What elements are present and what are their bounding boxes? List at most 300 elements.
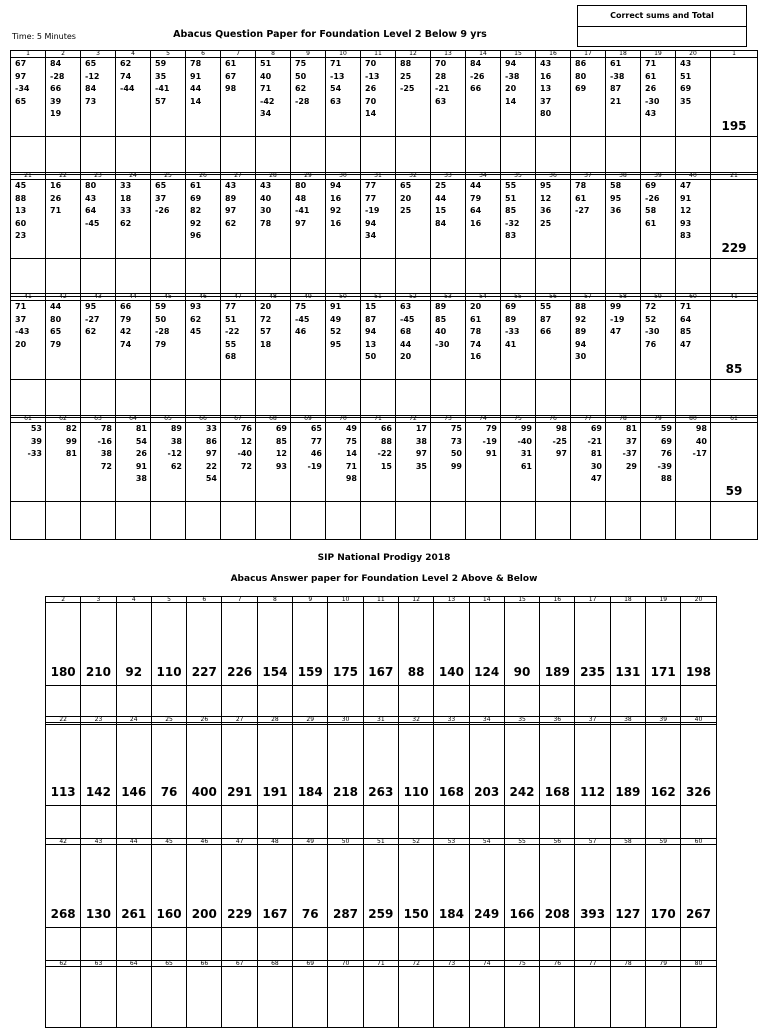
question-number: 13 xyxy=(431,51,466,58)
question-value: 89 xyxy=(170,424,182,433)
question-number: 22 xyxy=(46,173,81,180)
answer-blank-cell xyxy=(46,137,81,175)
question-number: 33 xyxy=(431,173,466,180)
question-value: 77 xyxy=(310,436,322,446)
question-cell xyxy=(676,423,711,502)
question-value: 63 xyxy=(400,302,412,311)
question-cell xyxy=(116,180,151,259)
question-value: 39 xyxy=(30,436,42,446)
answer-blank-cell xyxy=(676,502,711,540)
question-cell xyxy=(641,423,676,502)
question-value: 37 xyxy=(15,314,27,324)
question-value: 85 xyxy=(505,206,517,215)
answer-blank-cell xyxy=(536,137,571,175)
question-value: 62 xyxy=(225,218,237,228)
answer-number: 50 xyxy=(328,839,363,845)
question-value: 99 xyxy=(450,461,462,471)
question-value: 66 xyxy=(380,424,392,433)
answer-value: 261 xyxy=(116,845,151,928)
answer-number: 37 xyxy=(575,717,610,723)
question-cell xyxy=(221,301,256,380)
total-number: 61 xyxy=(711,416,758,423)
answer-blank-cell xyxy=(291,259,326,297)
answer-blank-cell xyxy=(396,502,431,540)
answer-number: 58 xyxy=(610,839,645,845)
question-value: 30 xyxy=(575,352,587,361)
question-value: 91 xyxy=(485,449,497,458)
answer-number: 47 xyxy=(222,839,257,845)
question-number: 70 xyxy=(326,416,361,423)
answer-paper-title: Abacus Answer paper for Foundation Level 2 Above & Below xyxy=(230,574,538,584)
answer-org-title: SIP National Prodigy 2018 xyxy=(317,553,451,563)
answer-blank-cell xyxy=(711,502,758,540)
answer-blank-cell xyxy=(536,502,571,540)
question-number-row xyxy=(11,51,758,58)
question-value: 72 xyxy=(240,461,252,471)
question-cell xyxy=(571,180,606,259)
question-value: 37 xyxy=(155,193,167,203)
question-number: 56 xyxy=(536,294,571,301)
answer-blank-cell xyxy=(326,137,361,175)
question-value: 91 xyxy=(330,302,342,311)
question-number: 21 xyxy=(11,173,46,180)
question-value: 47 xyxy=(680,181,692,190)
answer-number: 46 xyxy=(187,839,222,845)
answer-blank-cell xyxy=(501,137,536,175)
question-number-row xyxy=(11,416,758,423)
question-value: 75 xyxy=(295,302,307,311)
question-value: 97 xyxy=(205,449,217,458)
question-value: 89 xyxy=(575,327,587,336)
answer-value xyxy=(504,967,539,1028)
question-number: 31 xyxy=(361,173,396,180)
question-value: 66 xyxy=(50,84,62,93)
question-value: -26 xyxy=(155,206,170,215)
question-value: 68 xyxy=(400,327,412,336)
question-value: 22 xyxy=(205,461,217,471)
answer-number: 8 xyxy=(257,597,292,603)
question-values-row xyxy=(11,301,758,380)
question-value: 38 xyxy=(135,474,147,483)
question-cell xyxy=(466,423,501,502)
answer-blank-cell xyxy=(11,380,46,418)
question-cell xyxy=(81,180,116,259)
question-cell xyxy=(291,180,326,259)
question-number: 8 xyxy=(256,51,291,58)
question-value: 47 xyxy=(680,339,692,349)
question-value: 17 xyxy=(415,424,427,433)
question-value: 71 xyxy=(260,84,272,93)
question-value: -12 xyxy=(167,449,182,458)
question-number: 76 xyxy=(536,416,571,423)
question-number: 30 xyxy=(326,173,361,180)
question-number: 48 xyxy=(256,294,291,301)
question-value: 61 xyxy=(645,218,657,228)
question-value: 63 xyxy=(435,96,447,106)
question-value: 62 xyxy=(295,84,307,93)
question-value: -30 xyxy=(645,96,660,106)
question-value: 44 xyxy=(400,339,412,349)
question-value: 61 xyxy=(610,59,622,68)
question-value: 89 xyxy=(435,302,447,311)
question-value: 38 xyxy=(100,449,112,458)
answer-value: 162 xyxy=(646,723,681,806)
answer-value xyxy=(81,967,116,1028)
question-cell xyxy=(431,58,466,137)
answer-grid xyxy=(45,596,717,725)
answer-grid xyxy=(45,960,717,1028)
question-cell xyxy=(466,301,501,380)
question-value: 40 xyxy=(260,71,272,81)
question-number: 15 xyxy=(501,51,536,58)
question-number: 32 xyxy=(396,173,431,180)
answer-value: 166 xyxy=(504,845,539,928)
question-value: 63 xyxy=(330,96,342,106)
question-value: 64 xyxy=(680,314,692,324)
answer-value: 229 xyxy=(222,845,257,928)
question-number: 54 xyxy=(466,294,501,301)
answer-number: 35 xyxy=(504,717,539,723)
question-value: 46 xyxy=(310,449,322,458)
answer-value: 393 xyxy=(575,845,610,928)
question-value: 98 xyxy=(555,424,567,433)
question-number: 7 xyxy=(221,51,256,58)
question-value: -25 xyxy=(552,436,567,446)
question-value: 42 xyxy=(120,327,132,336)
answer-value: 76 xyxy=(293,845,328,928)
answer-blank-cell xyxy=(186,259,221,297)
question-value: 20 xyxy=(15,339,27,349)
answer-blank-cell xyxy=(501,259,536,297)
answer-number: 7 xyxy=(222,597,257,603)
answer-blank-cell xyxy=(711,259,758,297)
answer-blank-cell xyxy=(326,502,361,540)
question-value: 96 xyxy=(190,231,202,240)
question-value: 40 xyxy=(695,436,707,446)
answer-number: 79 xyxy=(646,961,681,967)
answer-value: 291 xyxy=(222,723,257,806)
question-value: 54 xyxy=(135,436,147,446)
question-cell xyxy=(186,301,221,380)
question-cell xyxy=(151,301,186,380)
answer-blank-cell xyxy=(536,380,571,418)
question-value: -45 xyxy=(85,218,100,228)
question-number: 29 xyxy=(291,173,326,180)
answer-blank-cell xyxy=(361,380,396,418)
answer-value xyxy=(681,967,716,1028)
answer-number: 17 xyxy=(575,597,610,603)
question-value: 89 xyxy=(225,193,237,203)
answer-value xyxy=(222,967,257,1028)
question-value: 91 xyxy=(680,193,692,203)
answer-number: 39 xyxy=(646,717,681,723)
question-number: 28 xyxy=(256,173,291,180)
question-value: 18 xyxy=(260,339,272,349)
question-value: -44 xyxy=(120,84,135,93)
question-value: 67 xyxy=(225,71,237,81)
question-value: 59 xyxy=(155,302,167,311)
answer-number: 10 xyxy=(328,597,363,603)
question-value: 61 xyxy=(225,59,237,68)
answer-number: 64 xyxy=(116,961,151,967)
question-value: 13 xyxy=(540,84,552,93)
answer-value: 210 xyxy=(81,603,116,686)
question-cell xyxy=(11,301,46,380)
question-cell xyxy=(186,180,221,259)
question-cell xyxy=(536,423,571,502)
question-value: 49 xyxy=(345,424,357,433)
total-score: 229 xyxy=(711,180,758,259)
answer-blank-cell xyxy=(676,259,711,297)
question-value: 33 xyxy=(120,181,132,190)
answer-blank-cell xyxy=(466,137,501,175)
answer-number: 75 xyxy=(504,961,539,967)
question-value: 66 xyxy=(120,302,132,311)
question-value: 35 xyxy=(155,71,167,81)
question-number: 17 xyxy=(571,51,606,58)
question-value: 40 xyxy=(260,193,272,203)
answer-value xyxy=(116,967,151,1028)
answer-blank-cell xyxy=(431,259,466,297)
answer-blank-cell xyxy=(571,137,606,175)
question-cell xyxy=(606,423,641,502)
question-value: 62 xyxy=(120,218,132,228)
time-label: Time: 5 Minutes xyxy=(12,32,76,41)
question-number: 47 xyxy=(221,294,256,301)
question-value: 94 xyxy=(365,327,377,336)
question-value: 55 xyxy=(225,339,237,349)
question-value: 33 xyxy=(205,424,217,433)
question-value: -16 xyxy=(97,436,112,446)
answer-blank-cell xyxy=(711,137,758,175)
question-value: 92 xyxy=(330,206,342,215)
question-value: 84 xyxy=(470,59,482,68)
question-value: -38 xyxy=(610,71,625,81)
question-value: 33 xyxy=(120,206,132,215)
question-cell xyxy=(186,58,221,137)
question-number: 39 xyxy=(641,173,676,180)
question-cell xyxy=(396,301,431,380)
question-value: 80 xyxy=(575,71,587,81)
answer-blank-cell xyxy=(466,259,501,297)
question-cell xyxy=(536,180,571,259)
total-score: 59 xyxy=(711,423,758,502)
answer-blank-row xyxy=(11,259,758,297)
question-value: 23 xyxy=(15,231,27,240)
answer-number: 49 xyxy=(293,839,328,845)
answer-number: 60 xyxy=(681,839,716,845)
question-value: 47 xyxy=(610,327,622,336)
question-value: 51 xyxy=(505,193,517,203)
answer-value: 130 xyxy=(81,845,116,928)
question-cell xyxy=(571,301,606,380)
question-cell xyxy=(466,180,501,259)
question-value: 83 xyxy=(680,231,692,240)
question-value: 95 xyxy=(330,339,342,349)
question-value: 14 xyxy=(505,96,517,106)
question-value: 26 xyxy=(50,193,62,203)
question-cell xyxy=(151,180,186,259)
answer-value: 198 xyxy=(681,603,716,686)
question-number: 61 xyxy=(11,416,46,423)
answer-value: 113 xyxy=(46,723,81,806)
question-value: 95 xyxy=(540,181,552,190)
question-cell xyxy=(81,301,116,380)
answer-number: 59 xyxy=(646,839,681,845)
question-value: 69 xyxy=(660,436,672,446)
answer-number: 29 xyxy=(293,717,328,723)
question-value: 78 xyxy=(260,218,272,228)
question-value: 37 xyxy=(625,436,637,446)
question-value: 76 xyxy=(645,339,657,349)
answer-value: 189 xyxy=(610,723,645,806)
question-value: 71 xyxy=(680,302,692,311)
answer-value xyxy=(434,967,469,1028)
answer-value: 171 xyxy=(646,603,681,686)
question-number: 71 xyxy=(361,416,396,423)
answer-value xyxy=(328,967,363,1028)
total-score: 85 xyxy=(711,301,758,380)
answer-blank-cell xyxy=(431,380,466,418)
question-value: 36 xyxy=(610,206,622,215)
question-value: 69 xyxy=(190,193,202,203)
question-number: 62 xyxy=(46,416,81,423)
answer-value: 167 xyxy=(363,603,398,686)
question-cell xyxy=(81,58,116,137)
question-value: 94 xyxy=(330,181,342,190)
answer-value xyxy=(540,967,575,1028)
answer-blank-cell xyxy=(571,380,606,418)
question-number: 59 xyxy=(641,294,676,301)
question-number: 58 xyxy=(606,294,641,301)
question-cell xyxy=(116,423,151,502)
question-value: 81 xyxy=(625,424,637,433)
answer-number: 43 xyxy=(81,839,116,845)
question-cell xyxy=(291,423,326,502)
answer-blank-cell xyxy=(291,380,326,418)
answer-number: 52 xyxy=(398,839,433,845)
question-value: 35 xyxy=(680,96,692,106)
question-cell xyxy=(501,58,536,137)
answer-number: 3 xyxy=(81,597,116,603)
answer-value xyxy=(363,967,398,1028)
answer-blank-cell xyxy=(431,137,466,175)
answer-number: 42 xyxy=(46,839,81,845)
question-value: 57 xyxy=(260,327,272,336)
answer-value: 90 xyxy=(504,603,539,686)
question-number: 10 xyxy=(326,51,361,58)
question-value: 55 xyxy=(505,181,517,190)
answer-number: 55 xyxy=(504,839,539,845)
question-cell xyxy=(46,180,81,259)
question-value: 65 xyxy=(85,59,97,68)
question-value: 78 xyxy=(575,181,587,190)
question-value: -33 xyxy=(505,327,520,336)
question-cell xyxy=(221,423,256,502)
question-value: 97 xyxy=(15,71,27,81)
question-number: 57 xyxy=(571,294,606,301)
answer-value: 267 xyxy=(681,845,716,928)
question-value: -21 xyxy=(587,436,602,446)
question-value: 75 xyxy=(345,436,357,446)
question-cell xyxy=(256,423,291,502)
question-cell xyxy=(256,180,291,259)
question-value: 66 xyxy=(540,327,552,336)
question-cell xyxy=(361,423,396,502)
question-grid xyxy=(10,293,758,418)
question-value: 62 xyxy=(190,314,202,324)
question-value: -28 xyxy=(50,71,65,81)
answer-blank-cell xyxy=(116,137,151,175)
question-value: -40 xyxy=(517,436,532,446)
question-values-row xyxy=(11,58,758,137)
question-value: -30 xyxy=(645,327,660,336)
answer-blank-cell xyxy=(81,380,116,418)
question-number: 26 xyxy=(186,173,221,180)
question-value: 51 xyxy=(225,314,237,324)
answer-number: 14 xyxy=(469,597,504,603)
answer-blank-cell xyxy=(606,259,641,297)
question-value: 12 xyxy=(240,436,252,446)
answer-number: 76 xyxy=(540,961,575,967)
question-value: 34 xyxy=(260,109,272,118)
answer-value: 218 xyxy=(328,723,363,806)
question-value: 43 xyxy=(645,109,657,118)
answer-blank-cell xyxy=(606,502,641,540)
question-value: 92 xyxy=(190,218,202,228)
question-value: 62 xyxy=(85,327,97,336)
question-value: -13 xyxy=(365,71,380,81)
question-cell xyxy=(641,301,676,380)
answer-number: 70 xyxy=(328,961,363,967)
answer-value xyxy=(469,967,504,1028)
question-cell xyxy=(46,58,81,137)
question-value: 43 xyxy=(680,59,692,68)
question-value: 97 xyxy=(295,218,307,228)
question-value: 76 xyxy=(660,449,672,458)
answer-value: 226 xyxy=(222,603,257,686)
question-cell xyxy=(676,180,711,259)
question-number: 2 xyxy=(46,51,81,58)
question-number: 80 xyxy=(676,416,711,423)
question-number: 66 xyxy=(186,416,221,423)
question-value: 69 xyxy=(645,181,657,190)
question-value: 50 xyxy=(155,314,167,324)
answer-number: 57 xyxy=(575,839,610,845)
question-cell xyxy=(676,301,711,380)
question-value: 77 xyxy=(365,181,377,190)
question-cell xyxy=(11,423,46,502)
question-value: -28 xyxy=(295,96,310,106)
answer-blank-cell xyxy=(571,259,606,297)
answer-number: 40 xyxy=(681,717,716,723)
answer-value xyxy=(257,967,292,1028)
answer-number: 32 xyxy=(398,717,433,723)
answer-blank-cell xyxy=(256,259,291,297)
question-value: -32 xyxy=(505,218,520,228)
answer-blank-cell xyxy=(256,137,291,175)
question-number: 49 xyxy=(291,294,326,301)
question-value: 79 xyxy=(470,193,482,203)
question-cell xyxy=(116,301,151,380)
question-cell xyxy=(606,58,641,137)
answer-blank-cell xyxy=(151,380,186,418)
answer-number: 63 xyxy=(81,961,116,967)
question-cell xyxy=(641,180,676,259)
question-value: 91 xyxy=(190,71,202,81)
question-value: 62 xyxy=(120,59,132,68)
answer-value: 200 xyxy=(187,845,222,928)
